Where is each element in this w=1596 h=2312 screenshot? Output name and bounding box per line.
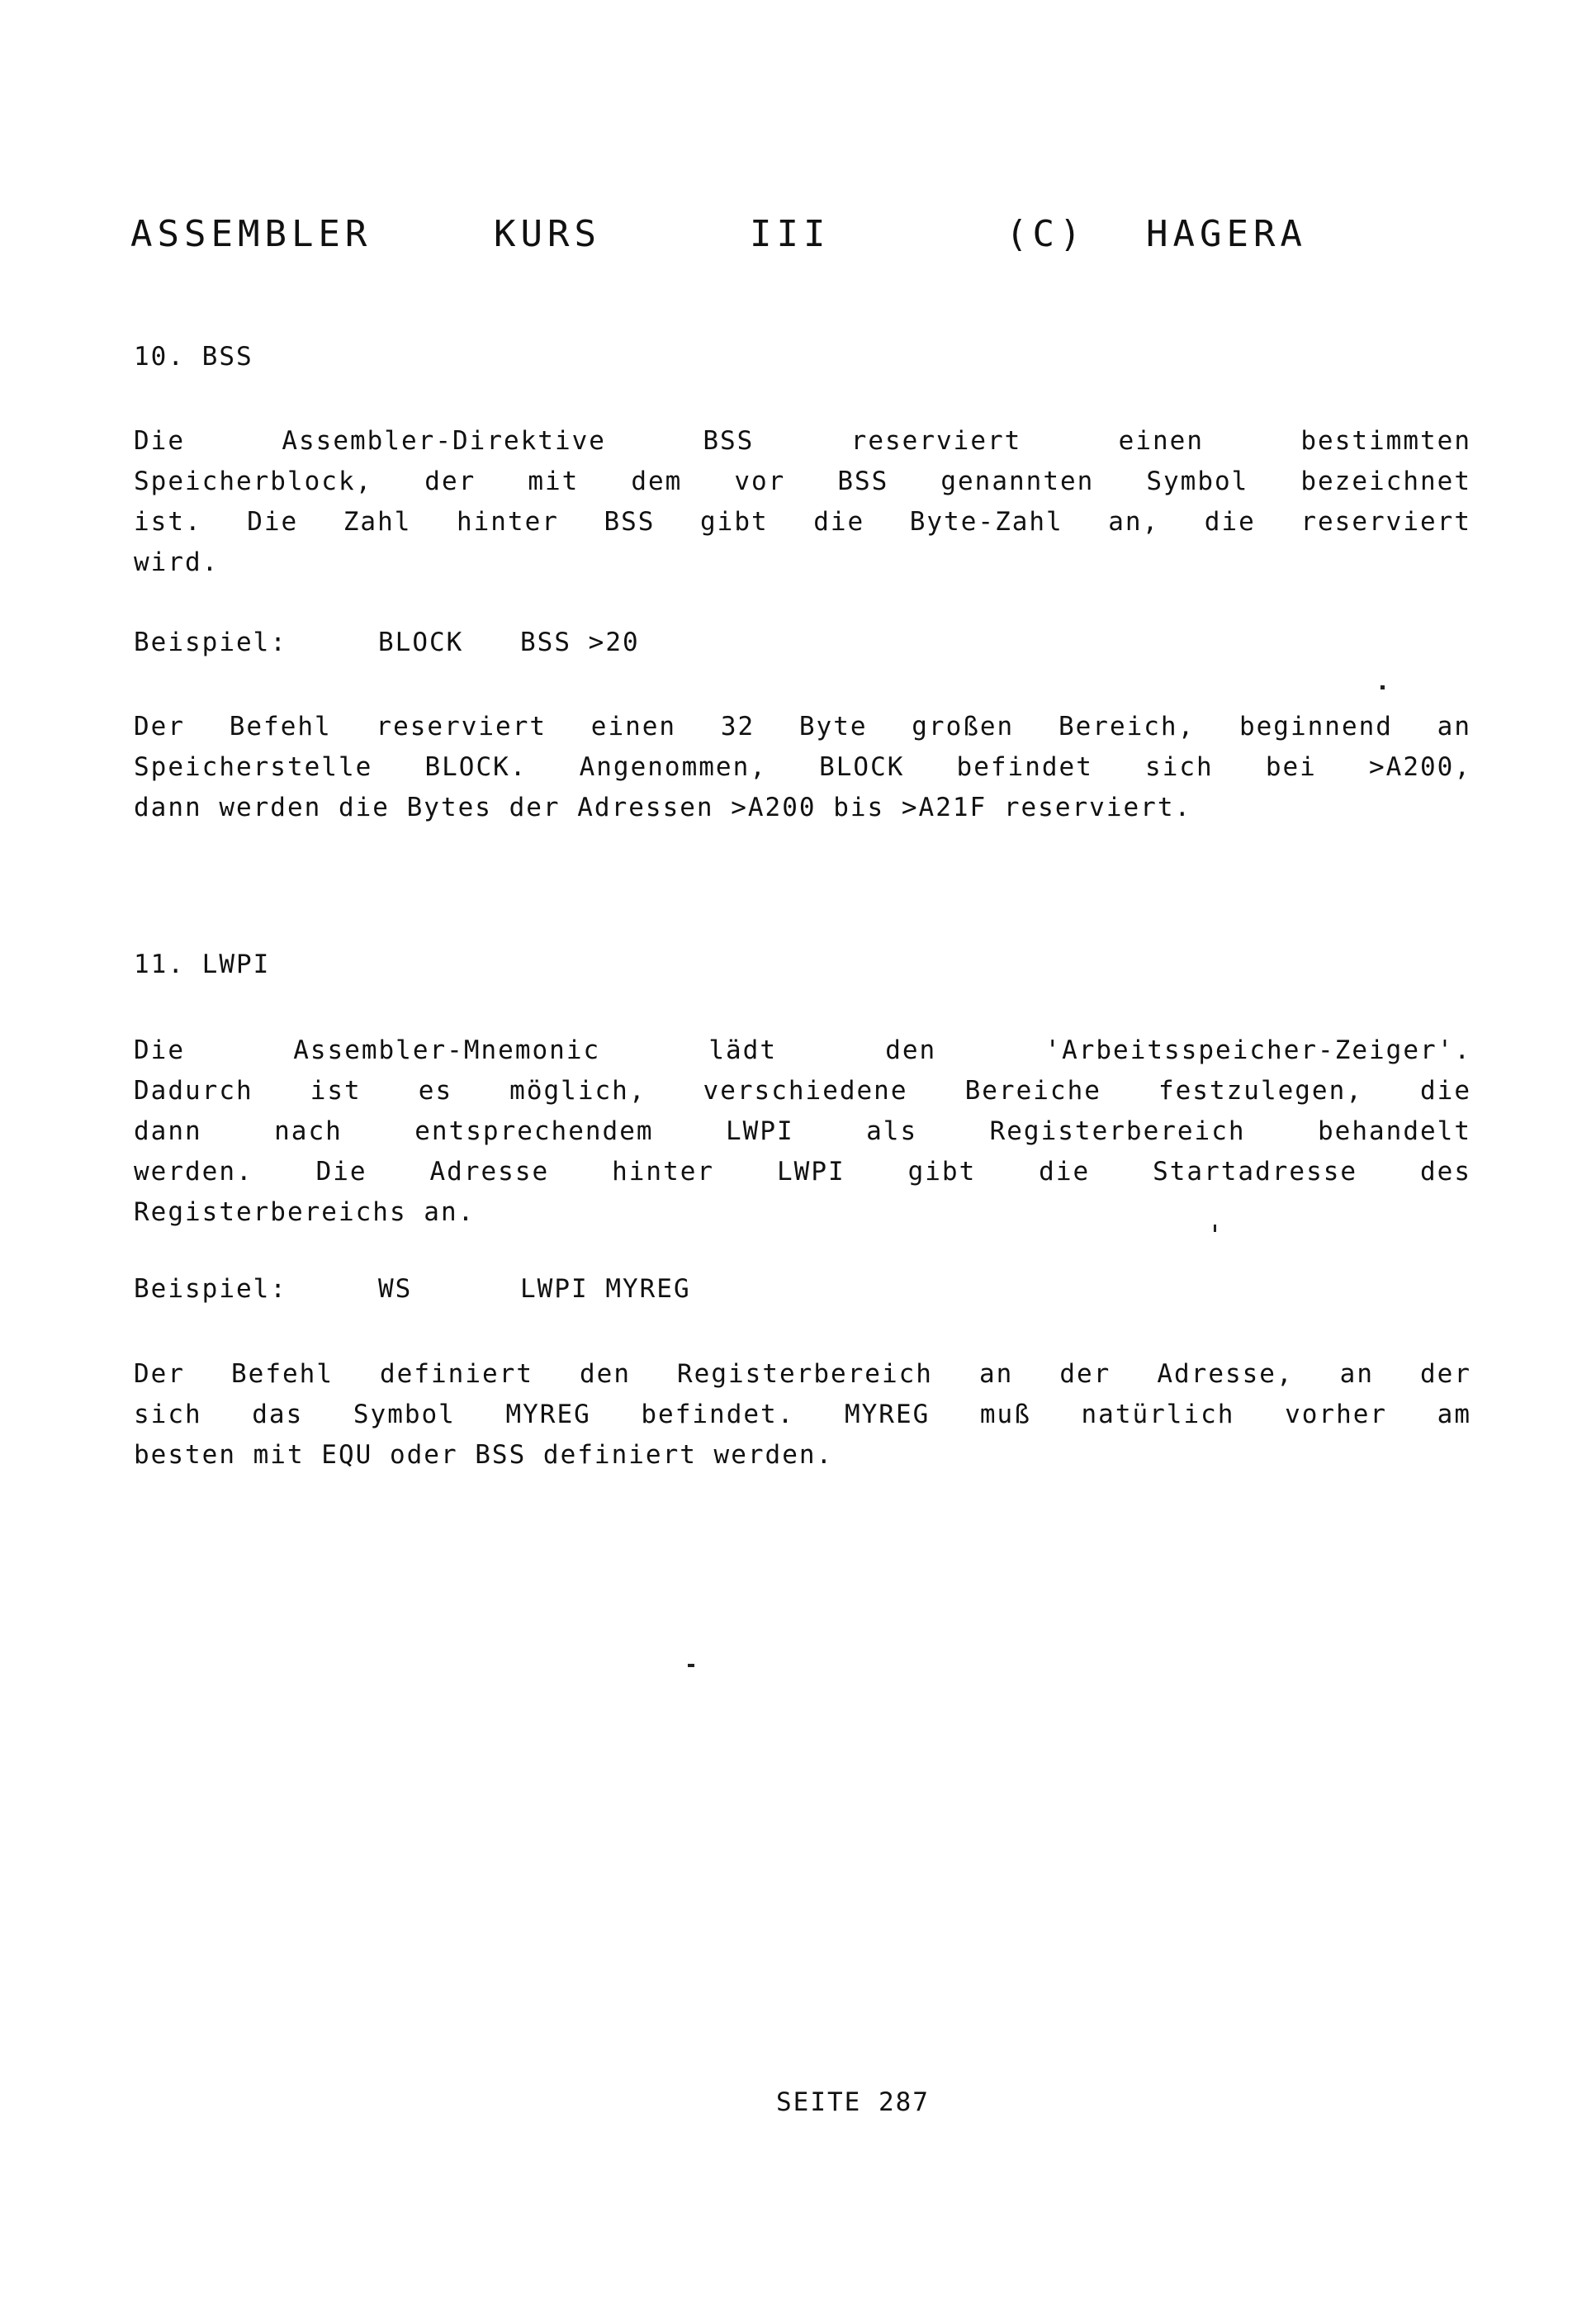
example-symbol: BLOCK [378,628,464,657]
section-bss-explanation [134,707,1471,828]
section-bss-example [134,628,1125,668]
paragraph-line: Speicherblock, der mit dem vor BSS genannten Symbol bezeichnet [134,467,1471,496]
header-copyright: (C) [1006,213,1087,255]
example-instruction: BSS >20 [520,628,640,657]
example-instruction: LWPI MYREG [520,1274,691,1304]
explanation-line: Der Befehl definiert den Registerbereich an der Adresse, an der [134,1359,1471,1389]
paragraph-line: wird. [134,547,220,577]
paragraph-line: dann nach entsprechendem LWPI als Registerbereich behandelt [134,1116,1471,1146]
example-symbol: WS [378,1274,413,1304]
explanation-line: dann werden die Bytes der Adressen >A200 bis >A21F reserviert. [134,793,1192,822]
page-header [130,213,1402,263]
paragraph-line: Dadurch ist es möglich, verschiedene Bereiche festzulegen, die [134,1076,1471,1106]
scan-speck [688,1664,694,1667]
section-lwpi-paragraph [134,1030,1471,1233]
page-number: SEITE 287 [776,2087,930,2117]
header-author: HAGERA [1146,213,1307,255]
section-lwpi-explanation [134,1354,1471,1476]
header-course: KURS [494,213,601,255]
scan-speck [1381,685,1385,689]
header-title: ASSEMBLER [130,213,372,255]
paragraph-line: ist. Die Zahl hinter BSS gibt die Byte-Zahl an, die reserviert [134,507,1471,537]
paragraph-line: werden. Die Adresse hinter LWPI gibt die Startadresse des [134,1157,1471,1187]
section-heading-bss: 10. BSS [134,342,253,372]
explanation-line: Der Befehl reserviert einen 32 Byte großen Bereich, beginnend an [134,712,1471,741]
scan-speck [1214,1225,1216,1232]
example-label: Beispiel: [134,628,287,657]
explanation-line: besten mit EQU oder BSS definiert werden. [134,1440,834,1470]
example-label: Beispiel: [134,1274,287,1304]
paragraph-line: Die Assembler-Direktive BSS reserviert einen bestimmten [134,426,1471,456]
paragraph-line: Registerbereichs an. [134,1197,476,1227]
section-heading-lwpi: 11. LWPI [134,950,271,979]
section-lwpi-example [134,1274,1125,1315]
explanation-line: Speicherstelle BLOCK. Angenommen, BLOCK befindet sich bei >A200, [134,752,1471,782]
explanation-line: sich das Symbol MYREG befindet. MYREG muß natürlich vorher am [134,1400,1471,1429]
header-roman-numeral: III [750,213,831,255]
paragraph-line: Die Assembler-Mnemonic lädt den 'Arbeitsspeicher-Zeiger'. [134,1035,1471,1065]
section-bss-paragraph [134,421,1471,583]
